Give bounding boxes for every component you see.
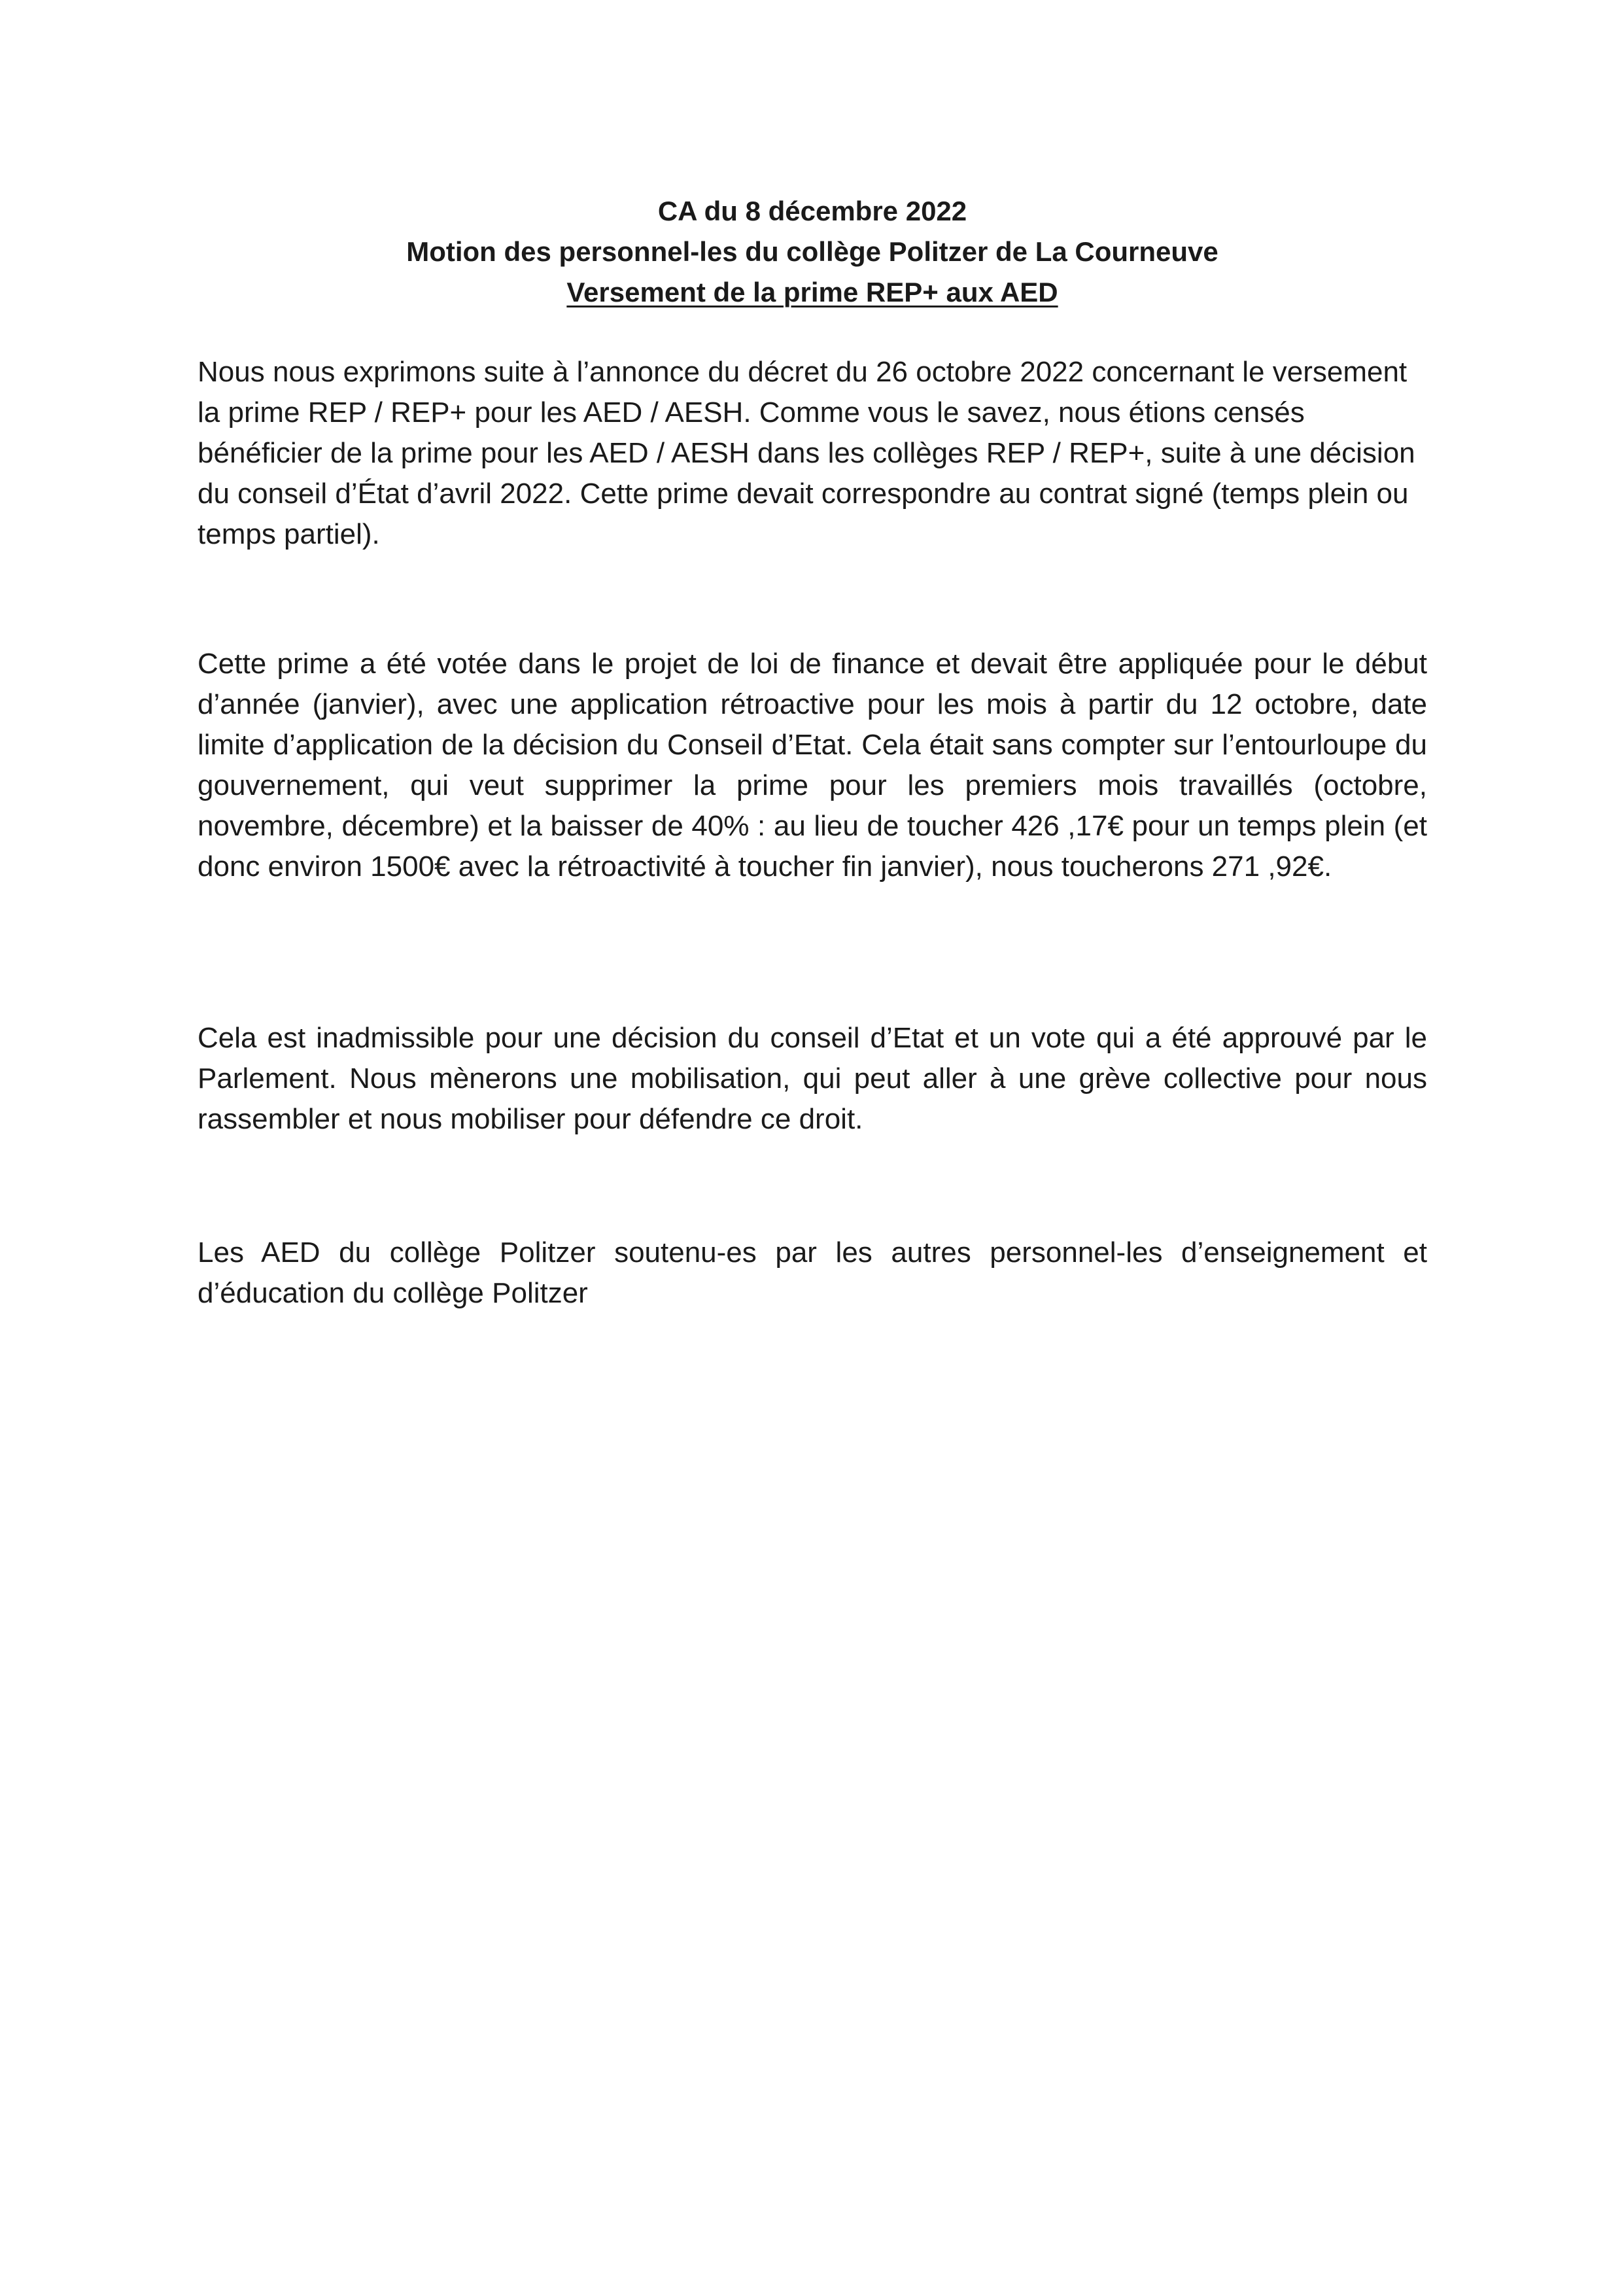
paragraph-mobilisation: Cela est inadmissible pour une décision du conseil d’Etat et un vote qui a été approuvé par le Parlement. Nous mènerons une mobilisation, qui peut aller à une grève collective pour nous rassembler et nous mobiliser pour défendre ce droit. <box>198 1022 1427 1135</box>
motion-title: Motion des personnel-les du collège Politzer de La Courneuve <box>406 236 1218 267</box>
paragraph-signature: Les AED du collège Politzer soutenu-es par les autres personnel-les d’enseignement et d’éducation du collège Politzer <box>198 1236 1427 1309</box>
paragraph-finance-law: Cette prime a été votée dans le projet de loi de finance et devait être appliquée pour le début d’année (janvier), avec une application rétroactive pour les mois à partir du 12 octobre, date limite d’application de la décision du Conseil d’Etat. Cela était sans compter sur l’entourloupe du gouvernement, qui veut supprimer la prime pour les premiers mois travaillés (octobre, novembre, décembre) et la baisser de 40% : au lieu de toucher 426 ,17€ pour un temps plein (et donc environ 1500€ avec la rétroactivité à toucher fin janvier), nous toucherons 271 ,92€. <box>198 648 1427 883</box>
motion-subject: Versement de la prime REP+ aux AED <box>566 277 1058 307</box>
document-header <box>198 191 1427 313</box>
meeting-date-title: CA du 8 décembre 2022 <box>657 196 967 226</box>
paragraph-announcement: Nous nous exprimons suite à l’annonce du décret du 26 octobre 2022 concernant le versement la prime REP / REP+ pour les AED / AESH. Comme vous le savez, nous étions censés bénéficier de la prime pour les AED / AESH dans les collèges REP / REP+, suite à une décision du conseil d’État d’avril 2022. Cette prime devait correspondre au contrat signé (temps plein ou temps partiel). <box>198 356 1415 550</box>
